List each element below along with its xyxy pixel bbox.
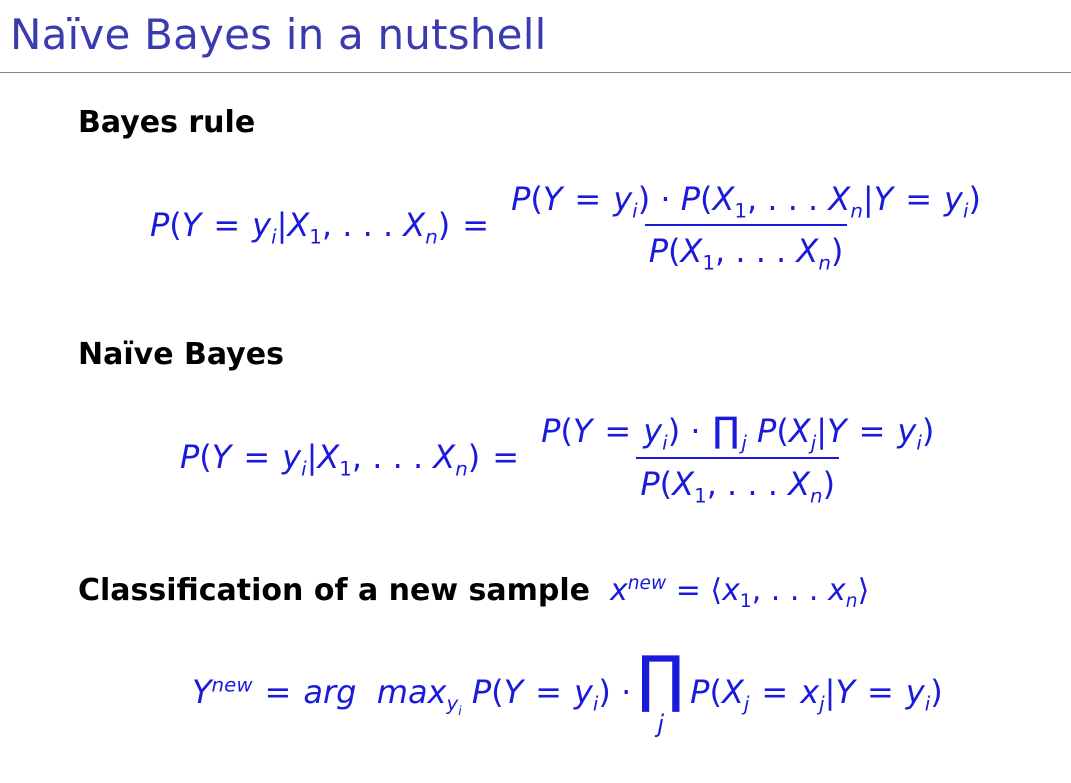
title-divider xyxy=(0,72,1071,73)
bayes-rule-heading: Bayes rule xyxy=(78,105,256,140)
classification-heading xyxy=(78,573,870,612)
classification-formula: $Y^{new}$ = arg $\max_{y_i} P(Y = y_i)$ · ∏ j $P(X_j = x_j|Y = y_i)$ xyxy=(192,642,943,738)
slide-title: Naïve Bayes in a nutshell xyxy=(10,10,547,59)
naive-bayes-formula: $P(Y = y_i|X_1$, . . . $X_n$) = $\frac{P(Y = y_i) \cdot \prod _j P(X_j|Y = y_i)}{P(X_1, . . . X_n)}$ xyxy=(180,410,935,508)
naive-bayes-heading: Naïve Bayes xyxy=(78,337,284,372)
classification-heading-text: Classification of a new sample xyxy=(78,573,590,608)
bayes-rule-formula: $P(Y = y_i|X_1$, . . . $X_n$) = $\frac{P(Y = y_i) \cdot P(X_1, . . . X_n|Y = y_i)}{P(X_1, . . . X_n)}$ xyxy=(150,180,981,275)
new-sample-definition: $x^{new}$ = $⟨x_1$, . . . $x_n⟩$ xyxy=(600,573,870,612)
